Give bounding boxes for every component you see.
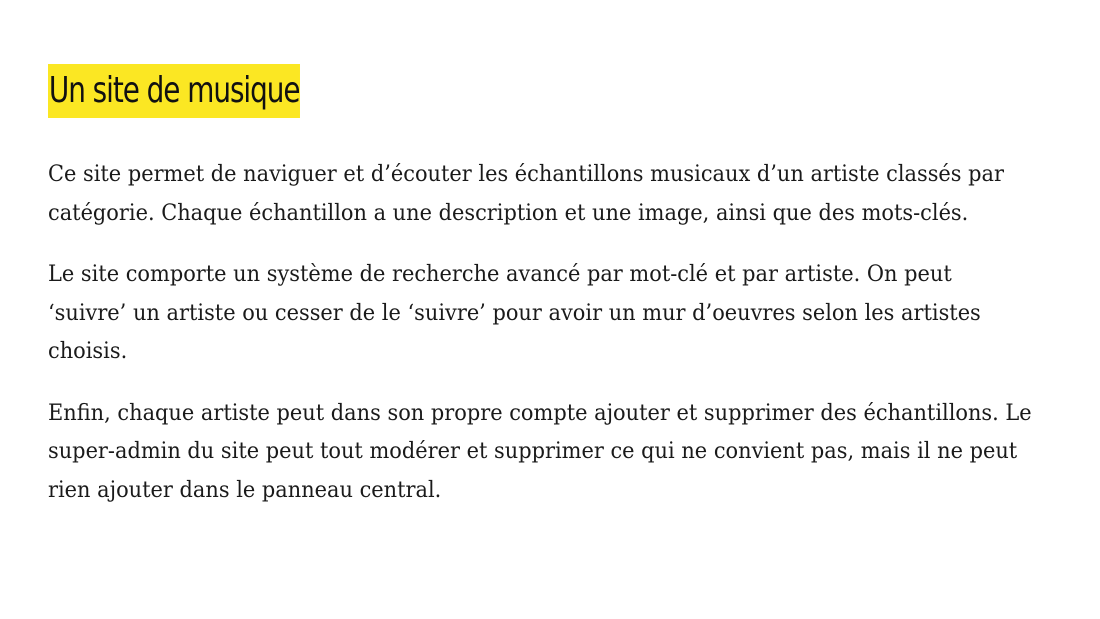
slide-title: Un site de musique xyxy=(48,64,300,118)
paragraph-description: Ce site permet de naviguer et d’écouter les échantillons musicaux d’un artiste classés par catégorie. Chaque échantillon a une description et une image, ainsi que des mots-clés. xyxy=(48,162,1005,226)
slide-content xyxy=(48,64,1058,533)
paragraph-search-follow: Le site comporte un système de recherche avancé par mot-clé et par artiste. On peut ‘suivre’ un artiste ou cesser de le ‘suivre’ pour avoir un mur d’oeuvres selon les artistes choisis. xyxy=(48,262,981,364)
paragraph-artist-admin: Enfin, chaque artiste peut dans son propre compte ajouter et supprimer des échantillons. Le super-admin du site peut tout modérer et supprimer ce qui ne convient pas, mais il ne peut rien ajouter dans le panneau central. xyxy=(48,400,1032,503)
